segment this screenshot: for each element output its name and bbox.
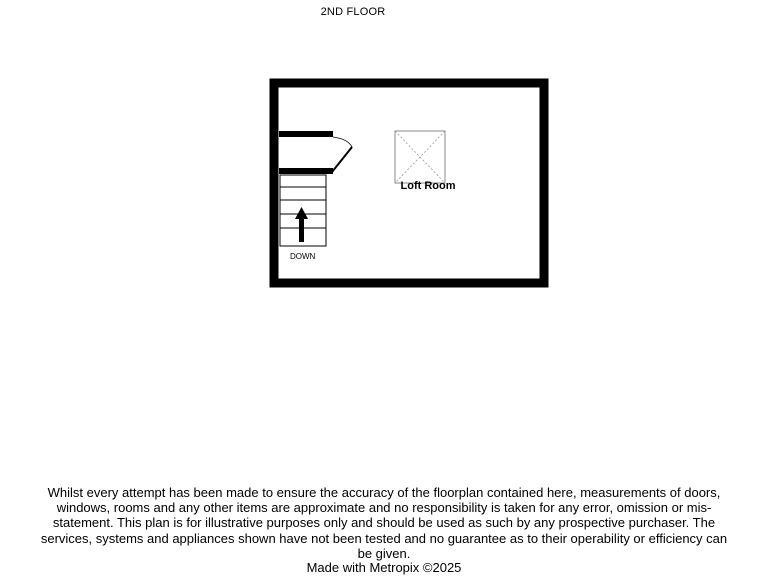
- disclaimer-text: Whilst every attempt has been made to ensure the accuracy of the floorplan contained here, measurements of doors, windows, rooms and any other items are approximate and no responsibility is taken for any error, omission or mis-statement. This plan is for illustrative purposes only and should be used as such by any prospective purchaser. The services, systems and appliances shown have not been tested and no guarantee as to their operability or efficiency can be given.: [40, 485, 728, 561]
- stairs-label: DOWN: [290, 252, 316, 261]
- door-icon: [332, 137, 352, 172]
- partition-wall-bottom: [279, 168, 333, 174]
- skylight-icon: [395, 131, 445, 183]
- stairs-arrow-icon: [295, 207, 308, 242]
- credit-text: Made with Metropix ©2025: [306, 560, 462, 575]
- room-label-loft: Loft Room: [400, 180, 456, 192]
- partition-wall-top: [279, 131, 333, 137]
- floor-label: 2ND FLOOR: [320, 6, 386, 18]
